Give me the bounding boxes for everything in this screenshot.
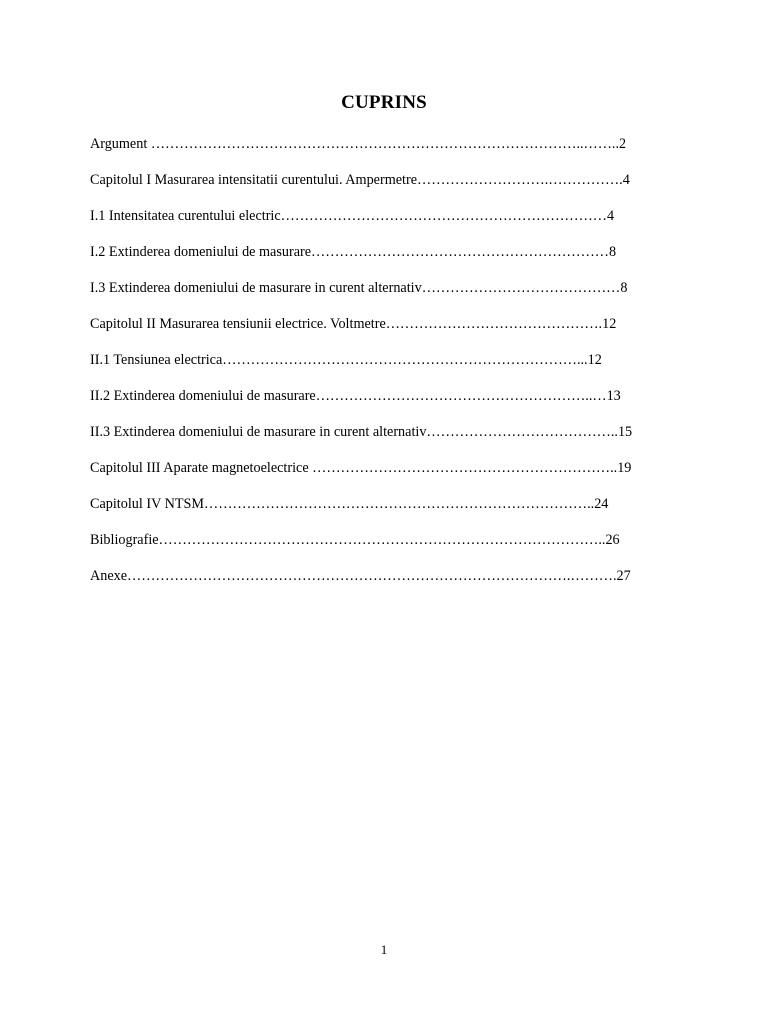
toc-entry-anexe [90,566,670,602]
page-number: 1 [380,942,388,957]
toc-entry-text: Anexe………………………………………………………………………………….……….27 [90,568,631,584]
toc-entry-text: I.1 Intensitatea curentului electric……………………………………………………………4 [90,208,615,224]
page-title: CUPRINS [341,92,427,113]
toc-entry-capitolul-1 [90,170,670,206]
toc-entry-text: I.2 Extinderea domeniului de masurare………………………………………………………8 [90,244,617,260]
toc-entry-text: II.2 Extinderea domeniului de masurare…………………………………………………..…13 [90,388,621,404]
toc-entry-capitolul-3 [90,458,670,494]
toc-entry-2-2 [90,386,670,422]
toc-entry-1-2 [90,242,670,278]
toc-entry-capitolul-2 [90,314,670,350]
toc-entry-text: Capitolul III Aparate magnetoelectrice ………………………………………………………..19 [90,460,632,476]
toc-entry-capitolul-4 [90,494,670,530]
toc-entry-text: Argument ………………………………………………………………………………..……..2 [90,136,627,152]
toc-entry-2-3 [90,422,670,458]
toc-entry-text: II.1 Tensiunea electrica…………………………………………………………………...12 [90,352,602,368]
table-of-contents [90,134,670,602]
toc-entry-1-1 [90,206,670,242]
toc-entry-bibliografie [90,530,670,566]
toc-entry-text: Capitolul IV NTSM………………………………………………………………………..24 [90,496,609,512]
toc-entry-text: II.3 Extinderea domeniului de masurare in curent alternativ…………………………………..15 [90,424,633,440]
toc-entry-1-3 [90,278,670,314]
toc-entry-2-1 [90,350,670,386]
toc-entry-text: Bibliografie…………………………………………………………………………………..26 [90,532,620,548]
toc-entry-text: I.3 Extinderea domeniului de masurare in curent alternativ……………………………………8 [90,280,628,296]
toc-entry-text: Capitolul I Masurarea intensitatii curentului. Ampermetre……………………….…………….4 [90,172,630,188]
toc-entry-argument [90,134,670,170]
toc-entry-text: Capitolul II Masurarea tensiunii electrice. Voltmetre……………………………………….12 [90,316,617,332]
